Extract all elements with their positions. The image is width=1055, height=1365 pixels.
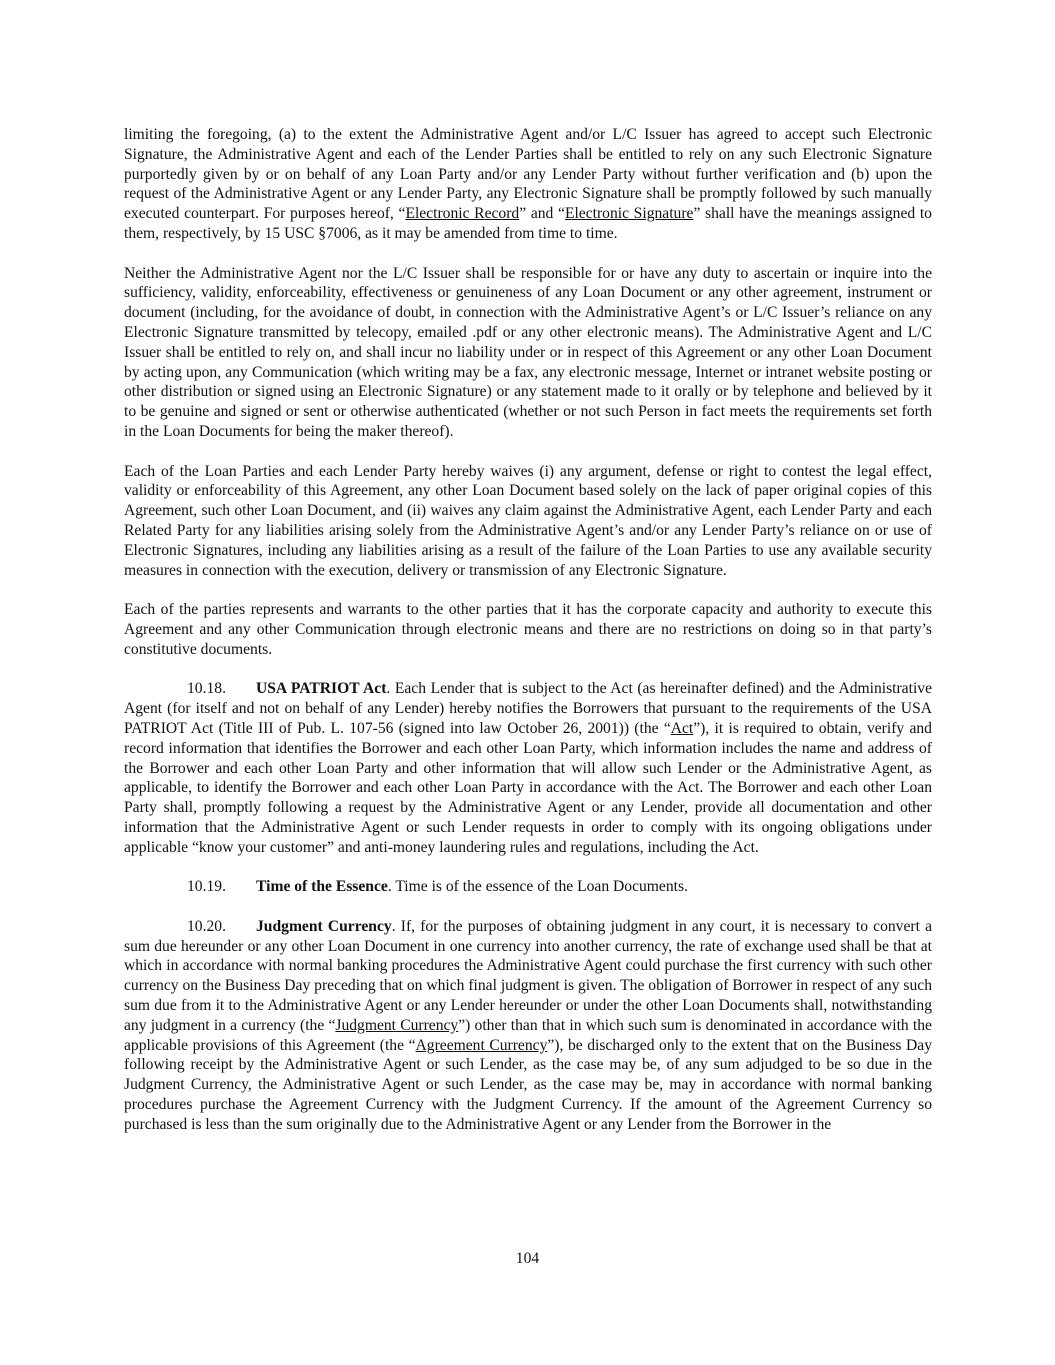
paragraph-electronic-signature: limiting the foregoing, (a) to the extent the Administrative Agent and/or L/C Issuer has agreed to accept such Electronic Signature, the Administrative Agent and each of the Lender Parties shall be entitled to rely on any such Electronic Signature purportedly given by or on behalf of any Loan Party and/or any Lender Party without further verification and (b) upon the request of the Administrative Agent or any Lender Party, any Electronic Signature shall be promptly followed by such manually executed counterpart. For purposes hereof, “Electronic Record” and “Electronic Signature” shall have the meanings assigned to them, respectively, by 15 USC §7006, as it may be amended from time to time. xyxy=(124,126,932,242)
defined-term-electronic-record: Electronic Record xyxy=(405,205,520,223)
section-heading: Judgment Currency xyxy=(256,917,392,935)
defined-term-judgment-currency: Judgment Currency xyxy=(335,1016,459,1034)
section-heading: USA PATRIOT Act xyxy=(256,680,387,698)
paragraph-representations: Each of the parties represents and warrants to the other parties that it has the corporate capacity and authority to execute this Agreement and any other Communication through electronic means and there are no restrictions on doing so in that party’s constitutive documents. xyxy=(124,601,932,658)
document-page xyxy=(124,125,932,1154)
defined-term-agreement-currency: Agreement Currency xyxy=(415,1036,548,1054)
paragraph-no-duty-to-ascertain: Neither the Administrative Agent nor the L/C Issuer shall be responsible for or have any duty to ascertain or inquire into the sufficiency, validity, enforceability, effectiveness or genuineness of any Loan Document or any other agreement, instrument or document (including, for the avoidance of doubt, in connection with the Administrative Agent’s or L/C Issuer’s reliance on any Electronic Signature transmitted by telecopy, emailed .pdf or any other electronic means). The Administrative Agent and L/C Issuer shall be entitled to rely on, and shall incur no liability under or in respect of this Agreement or any other Loan Document by acting upon, any Communication (which writing may be a fax, any electronic message, Internet or intranet website posting or other distribution or signed using an Electronic Signature) or any statement made to it orally or by telephone and believed by it to be genuine and signed or sent or otherwise authenticated (whether or not such Person in fact meets the requirements set forth in the Loan Documents for being the maker thereof). xyxy=(124,264,932,440)
section-10-20: 10.20. Judgment Currency. If, for the purposes of obtaining judgment in any court, it is necessary to convert a sum due hereunder or any other Loan Document in one currency into another currency, the rate of exchange used shall be that at which in accordance with normal banking procedures the Administrative Agent could purchase the first currency with such other currency on the Business Day preceding that on which final judgment is given. The obligation of Borrower in respect of any such sum due from it to the Administrative Agent or any Lender hereunder or under the other Loan Documents shall, notwithstanding any judgment in a currency (the “Judgment Currency”) other than that in which such sum is denominated in accordance with the applicable provisions of this Agreement (the “Agreement Currency”), be discharged only to the extent that on the Business Day following receipt by the Administrative Agent or such Lender, as the case may be, of any sum adjudged to be so due in the Judgment Currency, the Administrative Agent or such Lender, as the case may be, may in accordance with normal banking procedures purchase the Agreement Currency with the Judgment Currency. If the amount of the Agreement Currency so purchased is less than the sum originally due to the Administrative Agent or any Lender from the Borrower in the xyxy=(124,917,932,1133)
section-number: 10.18. xyxy=(187,680,226,698)
defined-term-electronic-signature: Electronic Signature xyxy=(564,205,694,223)
section-10-19: 10.19. Time of the Essence. Time is of the essence of the Loan Documents. xyxy=(187,878,688,896)
defined-term-act: Act xyxy=(670,719,694,737)
paragraph-waiver: Each of the Loan Parties and each Lender Party hereby waives (i) any argument, defense or right to contest the legal effect, validity or enforceability of this Agreement, any other Loan Document based solely on the lack of paper original copies of this Agreement, such other Loan Document, and (ii) waives any claim against the Administrative Agent, each Lender Party and each Related Party for any liabilities arising solely from the Administrative Agent’s and/or any Lender Party’s reliance on or use of Electronic Signatures, including any liabilities arising as a result of the failure of the Loan Parties to use any available security measures in connection with the execution, delivery or transmission of any Electronic Signature. xyxy=(124,462,932,579)
page-number: 104 xyxy=(515,1250,540,1267)
section-10-18: 10.18. USA PATRIOT Act. Each Lender that is subject to the Act (as hereinafter defined) and the Administrative Agent (for itself and not on behalf of any Lender) hereby notifies the Borrowers that pursuant to the requirements of the USA PATRIOT Act (Title III of Pub. L. 107-56 (signed into law October 26, 2001)) (the “Act”), it is required to obtain, verify and record information that identifies the Borrower and each other Loan Party, which information includes the name and address of the Borrower and each other Loan Party and other information that will allow such Lender or the Administrative Agent, as applicable, to identify the Borrower and each other Loan Party in accordance with the Act. The Borrower and each other Loan Party shall, promptly following a request by the Administrative Agent or any Lender, provide all documentation and other information that the Administrative Agent or such Lender requests in order to comply with its ongoing obligations under applicable “know your customer” and anti-money laundering rules and regulations, including the Act. xyxy=(124,680,932,856)
section-number: 10.20. xyxy=(187,917,226,935)
section-number: 10.19. xyxy=(187,878,226,896)
section-heading: Time of the Essence xyxy=(256,878,388,896)
